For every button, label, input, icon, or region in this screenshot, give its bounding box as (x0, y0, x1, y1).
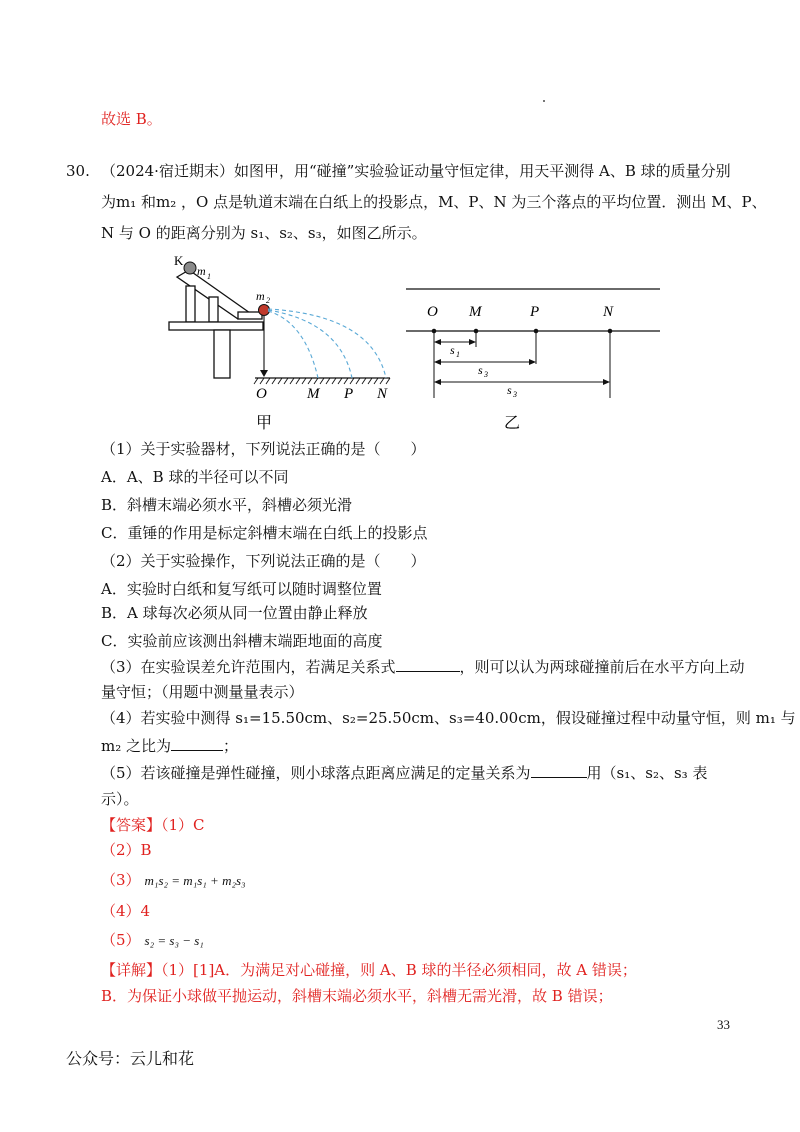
trajectory-m (268, 311, 318, 378)
question-line-2: 为m₁ 和m₂ ，O 点是轨道末端在白纸上的投影点，M、P、N 为三个落点的平均位置．测出 M、P、 (101, 193, 767, 211)
previous-conclusion: 故选 B。 (101, 110, 162, 128)
part4-line-1: （4）若实验中测得 s₁=15.50cm、s₂=25.50cm、s₃=40.00cm，假设碰撞过程中动量守恒，则 m₁ 与 (101, 709, 796, 727)
label-s3: s (507, 383, 512, 397)
caption-yi: 乙 (504, 415, 521, 432)
label-n-left: N (377, 386, 388, 402)
answer-2: （2）B (101, 841, 152, 859)
answer-5-formula: s₂ = s₃ − s₁ (144, 933, 204, 948)
part4-blank (171, 736, 223, 751)
svg-text:2: 2 (266, 296, 270, 305)
label-m-left: M (307, 386, 320, 402)
part3-blank (396, 657, 460, 672)
explanation-label: 【详解】 (101, 961, 162, 979)
part1-option-c: C．重锤的作用是标定斜槽末端在白纸上的投影点 (101, 524, 428, 542)
part2-option-a: A．实验时白纸和复写纸可以随时调整位置 (101, 580, 382, 598)
svg-text:1: 1 (207, 272, 211, 281)
svg-text:3: 3 (513, 390, 517, 399)
page-number: 33 (717, 1017, 730, 1032)
label-o-left: O (256, 386, 267, 402)
label-m1: m (197, 264, 206, 278)
svg-text:1: 1 (456, 350, 460, 359)
part2-stem: （2）关于实验操作，下列说法正确的是（ ） (101, 552, 426, 570)
caption-jia: 甲 (256, 415, 273, 432)
label-p-left: P (344, 386, 354, 402)
question-line-1: （2024·宿迁期末）如图甲，用“碰撞”实验验证动量守恒定律，用天平测得 A、B 球的质量分别 (101, 162, 731, 180)
part5-line-2: 示）。 (101, 790, 139, 808)
question-number: 30. (66, 162, 90, 180)
label-o-right: O (427, 304, 438, 320)
label-k: K (174, 253, 184, 268)
distance-diagram (406, 289, 660, 432)
apparatus-diagram (169, 253, 390, 432)
answer-1: （1）C (161, 816, 205, 834)
answer-line-5: （5） s₂ = s₃ − s₁ (101, 931, 204, 949)
explanation-line-2: B．为保证小球做平抛运动，斜槽末端必须水平，斜槽无需光滑，故 B 错误； (101, 987, 613, 1005)
label-m-right: M (469, 304, 482, 320)
label-p-right: P (530, 304, 540, 320)
part1-option-a: A．A、B 球的半径可以不同 (101, 468, 289, 486)
explanation-line-1: 【详解】（1）[1]A．为满足对心碰撞，则 A、B 球的半径必须相同，故 A 错误； (101, 961, 637, 979)
label-s2: s (478, 363, 483, 377)
answer-label: 【答案】 (101, 816, 162, 834)
part3-line-1: （3）在实验误差允许范围内，若满足关系式 ，则可以认为两球碰撞前后在水平方向上动 (101, 658, 745, 676)
part1-stem: （1）关于实验器材，下列说法正确的是（ ） (101, 440, 426, 458)
answer-4: （4）4 (101, 902, 151, 920)
label-n-right: N (603, 304, 614, 320)
label-m2: m (256, 289, 265, 303)
answer-line-3: （3） m₁s₂ = m₁s₁ + m₂s₃ (101, 871, 246, 889)
part4-line-2: m₂ 之比为 ； (101, 737, 239, 755)
trajectory-n (268, 309, 386, 378)
part2-option-c: C．实验前应该测出斜槽末端距地面的高度 (101, 632, 383, 650)
question-line-3: N 与 O 的距离分别为 s₁、s₂、s₃，如图乙所示。 (101, 224, 427, 242)
trajectory-p (268, 310, 352, 378)
part1-option-b: B．斜槽末端必须水平，斜槽必须光滑 (101, 496, 353, 514)
answer-line-1 (101, 814, 205, 836)
answer-3-formula: m₁s₂ = m₁s₁ + m₂s₃ (144, 873, 246, 888)
experiment-figure (150, 245, 670, 435)
part3-line-2: 量守恒；（用题中测量量表示） (101, 683, 304, 701)
footer-watermark: 公众号：云儿和花 (66, 1049, 195, 1068)
part5-blank (531, 763, 587, 778)
label-s1: s (450, 343, 455, 357)
part2-option-b: B．A 球每次必须从同一位置由静止释放 (101, 604, 368, 622)
part5-line-1: （5）若该碰撞是弹性碰撞，则小球落点距离应满足的定量关系为 用（s₁、s₂、s₃ 表 (101, 764, 708, 782)
speck (543, 100, 545, 102)
svg-text:3: 3 (484, 370, 488, 379)
